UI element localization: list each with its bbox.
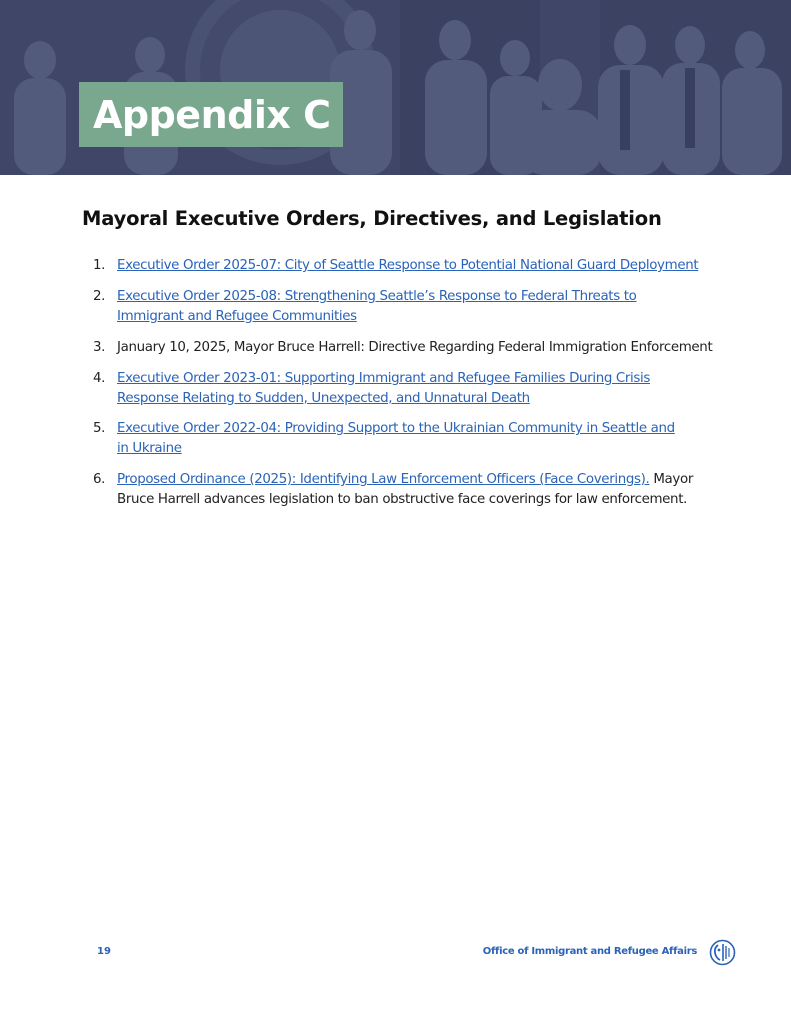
- appendix-title: Appendix C: [93, 92, 331, 137]
- executive-order-2023-01-link-line1[interactable]: Executive Order 2023-01: Supporting Immigrant and Refugee Families During Crisis: [117, 371, 651, 386]
- header-banner: [0, 0, 791, 175]
- list-item-number: 5.: [93, 421, 106, 436]
- executive-order-2022-04-link-line2[interactable]: in Ukraine: [117, 440, 182, 456]
- proposed-ordinance-link[interactable]: Proposed Ordinance (2025): Identifying Law Enforcement Officers (Face Coverings).: [117, 472, 650, 487]
- list-item-number: 4.: [93, 371, 106, 386]
- list-item: [93, 369, 713, 408]
- appendix-title-box: [79, 82, 343, 147]
- executive-order-2025-08-link-line2[interactable]: Immigrant and Refugee Communities: [117, 308, 357, 324]
- directive-text: January 10, 2025, Mayor Bruce Harrell: Directive Regarding Federal Immigration Enforcement: [117, 340, 713, 355]
- executive-order-2023-01-link-line2[interactable]: Response Relating to Sudden, Unexpected, and Unnatural Death: [117, 390, 530, 406]
- list-item: [93, 419, 713, 458]
- office-name: Office of Immigrant and Refugee Affairs: [482, 946, 697, 957]
- seattle-city-seal-icon: [709, 939, 736, 966]
- list-item-number: 6.: [93, 472, 106, 487]
- ordinance-description-start: Mayor: [653, 472, 693, 487]
- executive-order-2022-04-link-line1[interactable]: Executive Order 2022-04: Providing Support to the Ukrainian Community in Seattle and: [117, 421, 675, 436]
- list-item: [93, 256, 713, 276]
- list-item-number: 1.: [93, 258, 106, 273]
- ordinance-description-line2: Bruce Harrell advances legislation to ban obstructive face coverings for law enforcement.: [117, 491, 687, 507]
- executive-order-2025-08-link-line1[interactable]: Executive Order 2025-08: Strengthening Seattle’s Response to Federal Threats to: [117, 289, 637, 304]
- list-item: [93, 287, 713, 326]
- list-item-number: 2.: [93, 289, 106, 304]
- executive-order-2025-07-link[interactable]: Executive Order 2025-07: City of Seattle Response to Potential National Guard Deployment: [117, 258, 699, 273]
- section-heading: Mayoral Executive Orders, Directives, and Legislation: [82, 207, 662, 230]
- list-item-number: 3.: [93, 340, 106, 355]
- page-number: 19: [97, 946, 111, 957]
- list-item: [93, 470, 713, 509]
- list-item: [93, 338, 713, 358]
